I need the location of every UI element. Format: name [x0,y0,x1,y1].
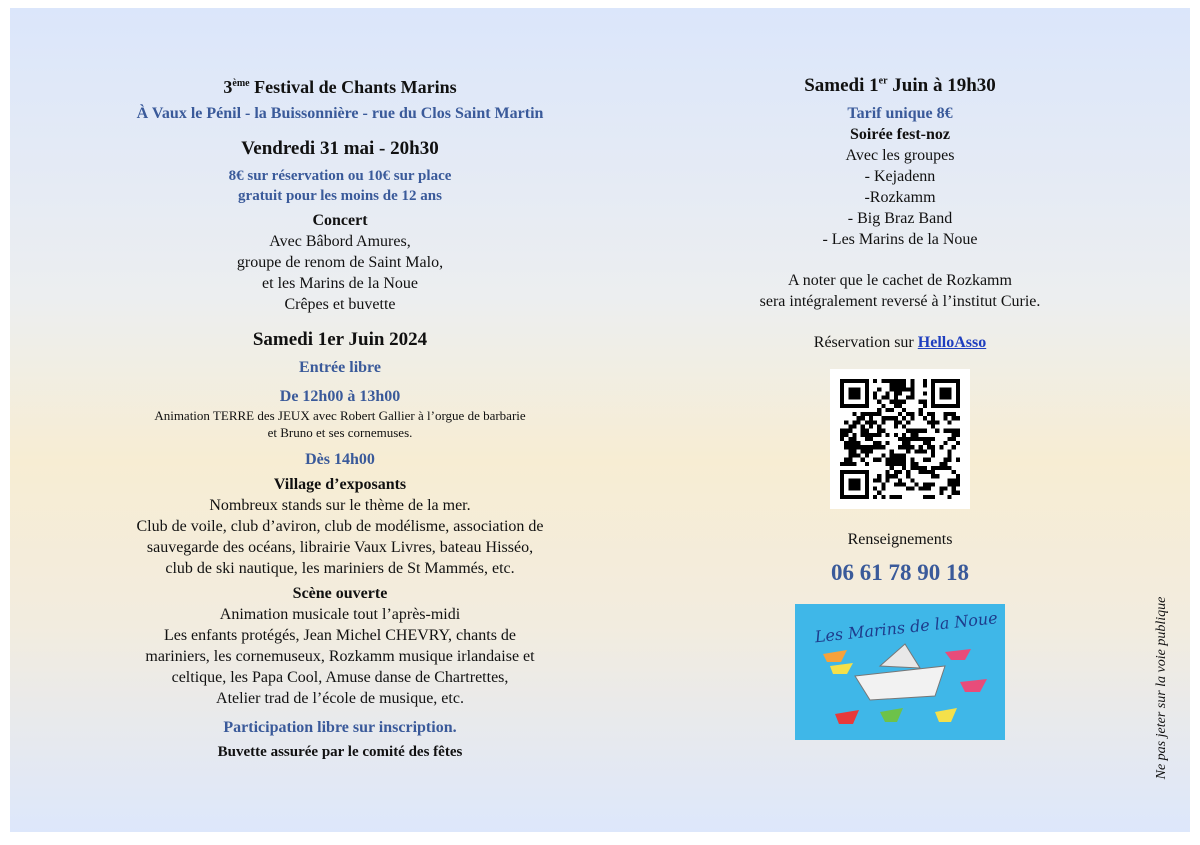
groups-line: - Les Marins de la Noue [822,231,978,248]
paper-boat-icon [935,708,957,722]
paper-boat-icon [945,649,971,660]
saturday-time-1: De 12h00 à 13h00 [279,388,401,405]
animation-line: Animation TERRE des JEUX avec Robert Gallier à l’orgue de barbarie [154,408,526,423]
concert-heading: Concert [312,212,368,229]
paper-boat-icon [855,666,945,700]
reservation-line: Réservation sur HelloAsso [813,334,987,351]
location-line: À Vaux le Pénil - la Buissonnière - rue du Clos Saint Martin [136,105,544,122]
left-column [70,75,610,762]
scene-line: mariniers, les cornemuseux, Rozkamm musique irlandaise et [145,648,535,665]
participation-note: Participation libre sur inscription. [223,719,457,736]
qr-code-image [840,379,960,499]
saturday-heading: Samedi 1er Juin 2024 [252,329,428,350]
evening-heading: Samedi 1er Juin à 19h30 [804,75,996,96]
friday-price-line-2: gratuit pour les moins de 12 ans [238,188,442,204]
animation-line: et Bruno et ses cornemuses. [267,425,413,440]
side-note: Ne pas jeter sur la voie publique [1154,596,1169,780]
soiree-heading: Soirée fest-noz [850,126,950,143]
concert-line: Crêpes et buvette [284,296,396,313]
village-line: Nombreux stands sur le thème de la mer. [209,497,471,514]
village-line: sauvegarde des océans, librairie Vaux Livres, bateau Hisséo, [146,539,534,556]
groups-line: -Rozkamm [864,189,936,206]
concert-line: et les Marins de la Noue [262,275,418,292]
village-line: Club de voile, club d’aviron, club de modélisme, association de [136,518,544,535]
tarif-line: Tarif unique 8€ [847,105,953,122]
paper-boat-icon [880,708,903,722]
svg-text:Les Marins de la Noue: Les Marins de la Noue [813,608,999,647]
helloasso-link[interactable]: HelloAsso [917,334,987,351]
right-column [700,73,1100,740]
concert-line: groupe de renom de Saint Malo, [236,254,444,271]
saturday-entry: Entrée libre [299,359,381,376]
scene-line: Atelier trad de l’école de musique, etc. [216,690,464,707]
note-line: sera intégralement reversé à l’institut Curie. [759,293,1041,310]
groups-line: - Kejadenn [864,168,936,185]
qr-code[interactable] [830,369,970,509]
groups-line: Avec les groupes [845,147,955,164]
scene-line: celtique, les Papa Cool, Amuse danse de Chartrettes, [171,669,509,686]
scene-line: Les enfants protégés, Jean Michel CHEVRY, chants de [163,627,517,644]
paper-boat-icon [835,710,859,724]
friday-heading: Vendredi 31 mai - 20h30 [241,138,439,159]
paper-boat-icon [823,650,847,662]
buvette-note: Buvette assurée par le comité des fêtes [217,744,463,760]
concert-line: Avec Bâbord Amures, [269,233,411,250]
village-heading: Village d’exposants [273,476,407,493]
scene-heading: Scène ouverte [292,585,388,602]
groups-line: - Big Braz Band [847,210,953,227]
logo-image [795,604,1005,740]
scene-line: Animation musicale tout l’après-midi [219,606,461,623]
marins-de-la-noue-logo [795,604,1005,740]
paper-boat-icon [960,679,987,692]
phone-number: 06 61 78 90 18 [831,560,969,585]
paper-boat-icon [830,663,853,674]
village-line: club de ski nautique, les mariniers de St Mammés, etc. [165,560,515,577]
festival-title: 3ème Festival de Chants Marins [223,77,457,97]
saturday-time-2: Dès 14h00 [305,451,375,468]
friday-price-line-1: 8€ sur réservation ou 10€ sur place [228,168,452,184]
note-line: A noter que le cachet de Rozkamm [788,272,1012,289]
info-label: Renseignements [847,531,953,548]
